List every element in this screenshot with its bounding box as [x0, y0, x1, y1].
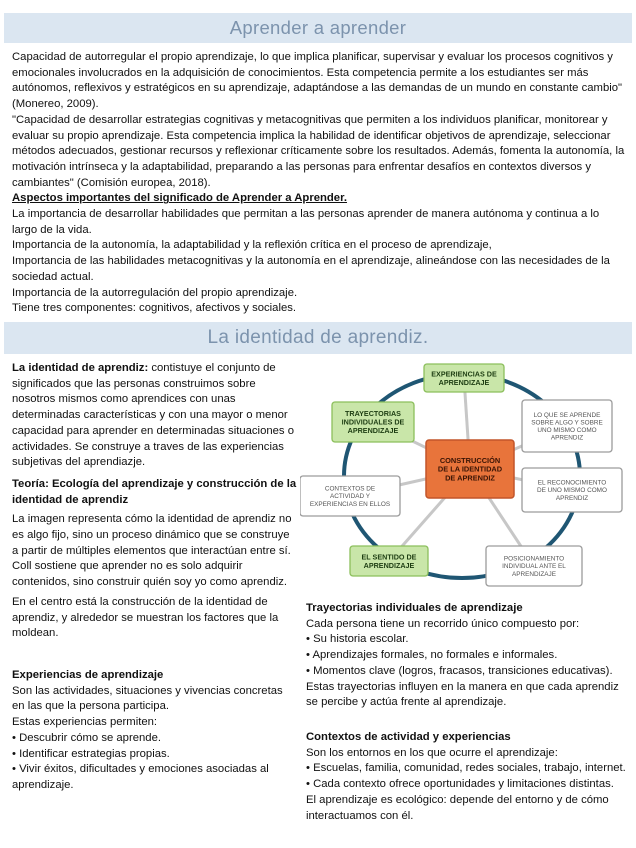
contexts-item: • Escuelas, familia, comunidad, redes sociales, trabajo, internet. [306, 762, 626, 775]
node-trayectorias-label: APRENDIZAJE [347, 426, 399, 436]
contexts-heading: Contextos de actividad y experiencias [306, 731, 511, 743]
node-contextos-label: ACTIVIDAD Y [329, 493, 371, 501]
node-center-label: DE LA IDENTIDAD [437, 464, 503, 474]
node-center-label: DE APRENDIZ [445, 473, 495, 483]
definition-monereo: Capacidad de autorregular el propio aprendizaje, lo que implica planificar, supervisar y evaluar los procesos cognitivos y emocionales involucrados en la adquisición de conocimientos. Esta competencia permite a los estudiantes ser más autónomos, reflexivos y estratégicos en su aprendizaje, adaptándose a las demandas de un mundo en constante cambio" (Monereo, 2009). [12, 51, 623, 111]
trajectories-intro: Cada persona tiene un recorrido único compuesto por: [306, 617, 580, 630]
definition-comision: "Capacidad de desarrollar estrategias cognitivas y metacognitivas que permiten a los individuos planificar, monitorear y evaluar su propio aprendizaje. Esta competencia implica la habilidad de identificar objetivos de aprendizaje, seleccionar métodos adecuados, gestionar recursos y reflexionar críticamente sobre los resultados. Además, fomenta la autonomía, la motivación intrínseca y la adaptabilidad, preparando a las personas para enfrentar desafíos en contextos diversos y cambiantes" (Comisión europea, 2018). [12, 113, 625, 189]
node-contextos [300, 476, 400, 516]
contexts-block [306, 730, 628, 824]
node-trayectorias-label: INDIVIDUALES DE [341, 417, 405, 427]
theory-heading: Teoría: Ecología del aprendizaje y construcción de la identidad de aprendiz [12, 477, 297, 506]
diagram-nodes [300, 364, 622, 586]
node-contextos-label: CONTEXTOS DE [324, 485, 376, 493]
node-reconocimiento-label: DE UNO MISMO COMO [537, 487, 607, 495]
node-posicionamiento-label: POSICIONAMIENTO [503, 555, 565, 563]
experiences-block [12, 668, 297, 794]
identity-left-block [12, 361, 297, 642]
theory-paragraph-1: La imagen representa cómo la identidad de aprendiz no es algo fijo, sino un proceso dinámico que se construye a partir de múltiples elementos que interactúan entre sí. Coll sostiene que aprender no es solo adquirir contenidos, sino construir quién soy yo como aprendiz. [12, 513, 292, 589]
node-sentido [350, 546, 428, 576]
node-contextos-label: EXPERIENCIAS EN ELLOS [309, 500, 391, 508]
trajectories-block [306, 601, 628, 711]
node-lo-que-se-aprende-label: SOBRE ALGO Y SOBRE [531, 419, 603, 427]
aspect-item: Importancia de las habilidades metacognitivas y la autonomía en el aprendizaje, alineándose con las necesidades de la sociedad actual. [12, 255, 610, 283]
aspect-item: Importancia de la autorregulación del propio aprendizaje. [12, 286, 298, 299]
experiences-item: • Descubrir cómo se aprende. [12, 731, 161, 744]
node-lo-que-se-aprende [522, 400, 612, 452]
node-posicionamiento [486, 546, 582, 586]
aspect-item: La importancia de desarrollar habilidades que permitan a las personas aprender de manera autónoma y continua a lo largo de la vida. [12, 208, 600, 236]
experiences-item: • Identificar estrategias propias. [12, 747, 170, 760]
identity-definition [12, 361, 297, 471]
contexts-item: • Cada contexto ofrece oportunidades y limitaciones distintas. [306, 778, 614, 791]
section-title-identidad: La identidad de aprendiz. [4, 322, 632, 354]
experiences-item: • Vivir éxitos, dificultades y emociones asociadas al aprendizaje. [12, 763, 269, 791]
identity-diagram [300, 360, 630, 590]
aspect-item: Tiene tres componentes: cognitivos, afectivos y sociales. [12, 302, 297, 315]
trajectories-item: • Aprendizajes formales, no formales e informales. [306, 649, 558, 662]
aprender-text-block [12, 50, 626, 317]
node-trayectorias-label: TRAYECTORIAS [345, 409, 401, 419]
node-lo-que-se-aprende-label: LO QUE SE APRENDE [533, 411, 601, 419]
node-reconocimiento-label: APRENDIZ [555, 494, 589, 502]
node-center-label: CONSTRUCCIÓN [439, 455, 501, 465]
aspect-item: Importancia de la autonomía, la adaptabilidad y la reflexión crítica en el proceso de aprendizaje, [12, 239, 492, 252]
experiences-text: Son las actividades, situaciones y vivencias concretas en las que la persona participa. [12, 684, 283, 713]
node-experiencias-label: EXPERIENCIAS DE [431, 369, 497, 379]
node-lo-que-se-aprende-label: UNO MISMO COMO [537, 427, 597, 435]
trajectories-outro: Estas trayectorias influyen en la manera en que cada aprendiz se percibe y actúa frente al aprendizaje. [306, 680, 619, 709]
node-reconocimiento-label: EL RECONOCIMIENTO [537, 479, 607, 487]
section-title-aprender: Aprender a aprender [4, 13, 632, 43]
contexts-outro: El aprendizaje es ecológico: depende del entorno y de cómo interactuamos con él. [306, 793, 609, 822]
node-posicionamiento-label: APRENDIZAJE [511, 570, 557, 578]
node-experiencias [424, 364, 504, 392]
trajectories-heading: Trayectorias individuales de aprendizaje [306, 602, 523, 614]
trajectories-item: • Momentos clave (logros, fracasos, transiciones educativas). [306, 664, 613, 677]
node-trayectorias [332, 402, 414, 442]
theory-paragraph-2: En el centro está la construcción de la identidad de aprendiz, y alrededor se muestran los factores que la moldean. [12, 595, 279, 640]
node-posicionamiento-label: INDIVIDUAL ANTE EL [502, 563, 566, 571]
node-center [426, 440, 514, 498]
aspects-heading: Aspectos importantes del significado de Aprender a Aprender. [12, 192, 348, 205]
identity-definition-text: contistuye el conjunto de significados que las personas construimos sobre nosotros mismos como aprendices con unas determinadas características y con una mayor o menor capacidad para aprender en determinadas situaciones o actividades. Se construye a traves de las experiencias subjetivas del aprendiazje. [12, 362, 294, 469]
node-reconocimiento [522, 468, 622, 512]
identity-definition-label: La identidad de aprendiz: [12, 362, 149, 374]
node-sentido-label: APRENDIZAJE [363, 560, 415, 570]
trajectories-item: • Su historia escolar. [306, 633, 409, 646]
experiences-heading: Experiencias de aprendizaje [12, 669, 164, 681]
experiences-intro: Estas experiencias permiten: [12, 716, 158, 729]
node-lo-que-se-aprende-label: APRENDIZ [550, 434, 584, 442]
node-experiencias-label: APRENDIZAJE [438, 377, 490, 387]
contexts-intro: Son los entornos en los que ocurre el aprendizaje: [306, 746, 558, 759]
node-sentido-label: EL SENTIDO DE [361, 552, 417, 562]
